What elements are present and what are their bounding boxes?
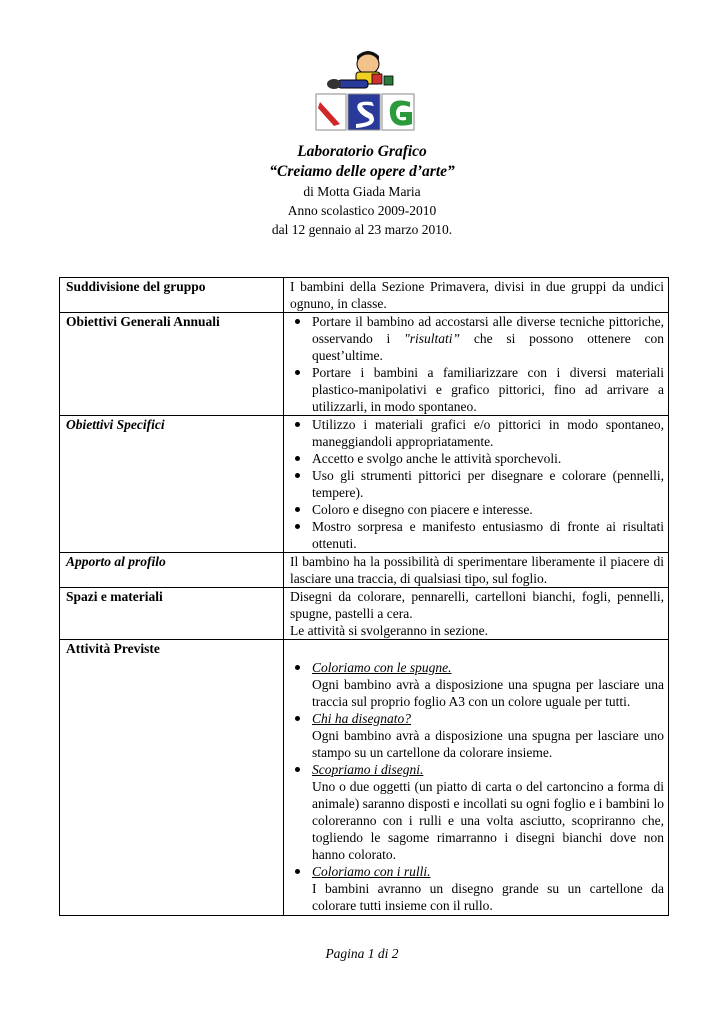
row-value: Il bambino ha la possibilità di sperimentare liberamente il piacere di lasciare una traccia, di qualsiasi tipo, sul foglio. xyxy=(284,553,669,588)
list-item: Portare il bambino ad accostarsi alle diverse tecniche pittoriche, osservando i "risultati” che si possono ottenere con quest’ultime. xyxy=(312,314,664,363)
document-header xyxy=(0,142,724,239)
row-label: Obiettivi Generali Annuali xyxy=(60,313,284,416)
row-value xyxy=(284,313,669,416)
activity-item xyxy=(312,863,664,914)
list-item: Uso gli strumenti pittorici per disegnare e colorare (pennelli, tempere). xyxy=(312,468,664,500)
table-row xyxy=(60,588,669,640)
school-year-line: Anno scolastico 2009-2010 xyxy=(287,203,437,218)
dates-line: dal 12 gennaio al 23 marzo 2010. xyxy=(271,222,453,237)
list-item: Mostro sorpresa e manifesto entusiasmo di fronte ai risultati ottenuti. xyxy=(312,519,664,551)
document-title: Laboratorio Grafico xyxy=(297,143,427,160)
materials-text: Disegni da colorare, pennarelli, cartelloni bianchi, fogli, pennelli, spugne, pastelli a cera. xyxy=(290,589,664,621)
row-label: Suddivisione del gruppo xyxy=(60,278,284,313)
child-on-blocks-logo-icon xyxy=(310,50,422,136)
bullet-list xyxy=(290,313,664,415)
row-value xyxy=(284,416,669,553)
activity-description: Uno o due oggetti (un piatto di carta o del cartoncino a forma di animale) saranno disposti e incollati su ogni foglio e i bambini lo coloreranno con i rulli e una volta asciutto, scopriranno che, togliendo le sagome rimarranno i disegni bianchi dove non hanno colorato. xyxy=(312,779,664,862)
row-value xyxy=(284,588,669,640)
table-row xyxy=(60,640,669,916)
activity-title: Coloriamo con le spugne. xyxy=(312,660,452,675)
plan-table xyxy=(59,277,669,916)
activity-title: Chi ha disegnato? xyxy=(312,711,412,726)
row-value: I bambini della Sezione Primavera, divisi in due gruppi da undici ognuno, in classe. xyxy=(284,278,669,313)
school-logo xyxy=(310,50,422,136)
table-row xyxy=(60,553,669,588)
author-line: di Motta Giada Maria xyxy=(303,184,421,199)
list-item: Coloro e disegno con piacere e interesse. xyxy=(312,501,664,518)
activity-item xyxy=(312,761,664,863)
row-label: Obiettivi Specifici xyxy=(60,416,284,553)
table-row xyxy=(60,313,669,416)
activity-description: Ogni bambino avrà a disposizione una spugna per lasciare uno stampo su un cartellone da colorare insieme. xyxy=(312,728,664,760)
page-number: Pagina 1 di 2 xyxy=(325,946,399,961)
activity-list xyxy=(290,659,664,914)
bullet-list xyxy=(290,416,664,552)
location-text: Le attività si svolgeranno in sezione. xyxy=(290,623,488,638)
activity-title: Scopriamo i disegni. xyxy=(312,762,424,777)
table-row xyxy=(60,416,669,553)
row-label: Apporto al profilo xyxy=(60,553,284,588)
table-row xyxy=(60,278,669,313)
row-label: Spazi e materiali xyxy=(60,588,284,640)
activity-description: Ogni bambino avrà a disposizione una spugna per lasciare una traccia sul proprio foglio A3 con un colore uguale per tutti. xyxy=(312,677,664,709)
row-label: Attività Previste xyxy=(60,640,284,916)
list-item: Utilizzo i materiali grafici e/o pittorici in modo spontaneo, maneggiandoli appropriatamente. xyxy=(312,417,664,449)
list-item: Portare i bambini a familiarizzare con i diversi materiali plastico-manipolativi e grafico pittorici, fino ad arrivare a utilizzarli, in modo spontaneo. xyxy=(312,365,664,414)
row-value xyxy=(284,640,669,916)
document-subtitle: “Creiamo delle opere d’arte” xyxy=(269,163,455,180)
activity-description: I bambini avranno un disegno grande su un cartellone da colorare tutti insieme con il rullo. xyxy=(312,881,664,913)
activity-item xyxy=(312,710,664,761)
list-item: Accetto e svolgo anche le attività sporchevoli. xyxy=(312,450,664,467)
activity-item xyxy=(312,659,664,710)
activity-title: Coloriamo con i rulli. xyxy=(312,864,431,879)
